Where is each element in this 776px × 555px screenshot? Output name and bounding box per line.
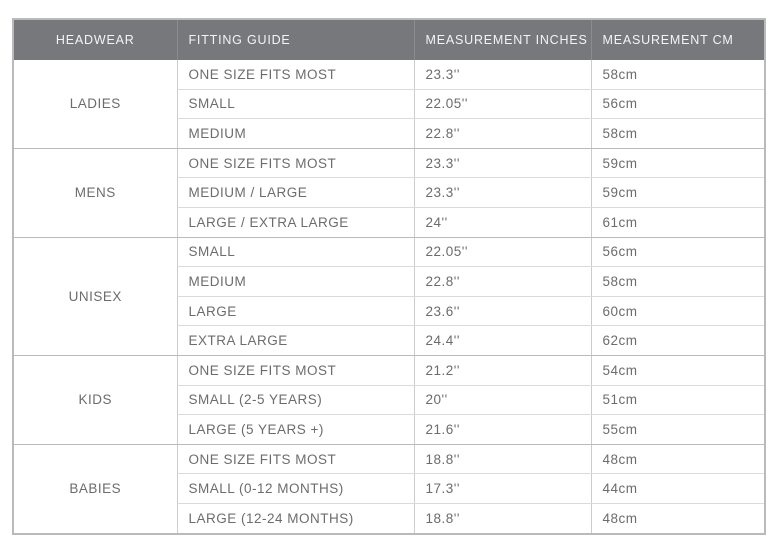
measurement-inches-cell: 17.3''	[414, 474, 591, 504]
fitting-guide-cell: LARGE / EXTRA LARGE	[177, 207, 414, 237]
fitting-guide-cell: SMALL (2-5 YEARS)	[177, 385, 414, 415]
fitting-guide-cell: LARGE	[177, 296, 414, 326]
table-row	[13, 148, 765, 178]
column-header-fitting-guide: FITTING GUIDE	[177, 19, 414, 60]
measurement-inches-cell: 21.6''	[414, 415, 591, 445]
category-cell: MENS	[13, 148, 177, 237]
fitting-guide-cell: ONE SIZE FITS MOST	[177, 60, 414, 89]
headwear-sizing-table	[12, 18, 766, 535]
measurement-cm-cell: 55cm	[591, 415, 765, 445]
measurement-inches-cell: 20''	[414, 385, 591, 415]
table-header	[13, 19, 765, 60]
measurement-cm-cell: 54cm	[591, 355, 765, 385]
fitting-guide-cell: SMALL	[177, 237, 414, 267]
measurement-inches-cell: 23.6''	[414, 296, 591, 326]
measurement-cm-cell: 59cm	[591, 178, 765, 208]
fitting-guide-cell: EXTRA LARGE	[177, 326, 414, 356]
category-cell: LADIES	[13, 60, 177, 148]
measurement-cm-cell: 62cm	[591, 326, 765, 356]
table-body	[13, 60, 765, 534]
measurement-cm-cell: 59cm	[591, 148, 765, 178]
table-row	[13, 355, 765, 385]
measurement-inches-cell: 24.4''	[414, 326, 591, 356]
fitting-guide-cell: SMALL	[177, 89, 414, 119]
measurement-cm-cell: 60cm	[591, 296, 765, 326]
table-row	[13, 237, 765, 267]
column-header-measurement-cm: MEASUREMENT CM	[591, 19, 765, 60]
header-row	[13, 19, 765, 60]
category-cell: KIDS	[13, 355, 177, 444]
measurement-inches-cell: 24''	[414, 207, 591, 237]
table-row	[13, 444, 765, 474]
measurement-inches-cell: 18.8''	[414, 444, 591, 474]
fitting-guide-cell: ONE SIZE FITS MOST	[177, 148, 414, 178]
measurement-inches-cell: 23.3''	[414, 148, 591, 178]
measurement-inches-cell: 23.3''	[414, 60, 591, 89]
measurement-cm-cell: 48cm	[591, 503, 765, 533]
measurement-inches-cell: 22.05''	[414, 237, 591, 267]
measurement-inches-cell: 22.8''	[414, 119, 591, 149]
fitting-guide-cell: MEDIUM / LARGE	[177, 178, 414, 208]
column-header-measurement-inches: MEASUREMENT INCHES	[414, 19, 591, 60]
table-row	[13, 60, 765, 89]
category-cell: UNISEX	[13, 237, 177, 355]
measurement-inches-cell: 23.3''	[414, 178, 591, 208]
fitting-guide-cell: ONE SIZE FITS MOST	[177, 355, 414, 385]
fitting-guide-cell: ONE SIZE FITS MOST	[177, 444, 414, 474]
measurement-cm-cell: 51cm	[591, 385, 765, 415]
measurement-inches-cell: 18.8''	[414, 503, 591, 533]
measurement-inches-cell: 22.05''	[414, 89, 591, 119]
measurement-cm-cell: 58cm	[591, 267, 765, 297]
fitting-guide-cell: SMALL (0-12 MONTHS)	[177, 474, 414, 504]
measurement-cm-cell: 56cm	[591, 237, 765, 267]
fitting-guide-cell: MEDIUM	[177, 119, 414, 149]
fitting-guide-cell: LARGE (5 YEARS +)	[177, 415, 414, 445]
fitting-guide-cell: MEDIUM	[177, 267, 414, 297]
category-cell: BABIES	[13, 444, 177, 533]
sizing-table-container	[12, 18, 766, 535]
measurement-cm-cell: 58cm	[591, 119, 765, 149]
fitting-guide-cell: LARGE (12-24 MONTHS)	[177, 503, 414, 533]
measurement-inches-cell: 22.8''	[414, 267, 591, 297]
measurement-cm-cell: 56cm	[591, 89, 765, 119]
measurement-cm-cell: 61cm	[591, 207, 765, 237]
measurement-cm-cell: 44cm	[591, 474, 765, 504]
column-header-headwear: HEADWEAR	[13, 19, 177, 60]
measurement-cm-cell: 48cm	[591, 444, 765, 474]
measurement-inches-cell: 21.2''	[414, 355, 591, 385]
measurement-cm-cell: 58cm	[591, 60, 765, 89]
